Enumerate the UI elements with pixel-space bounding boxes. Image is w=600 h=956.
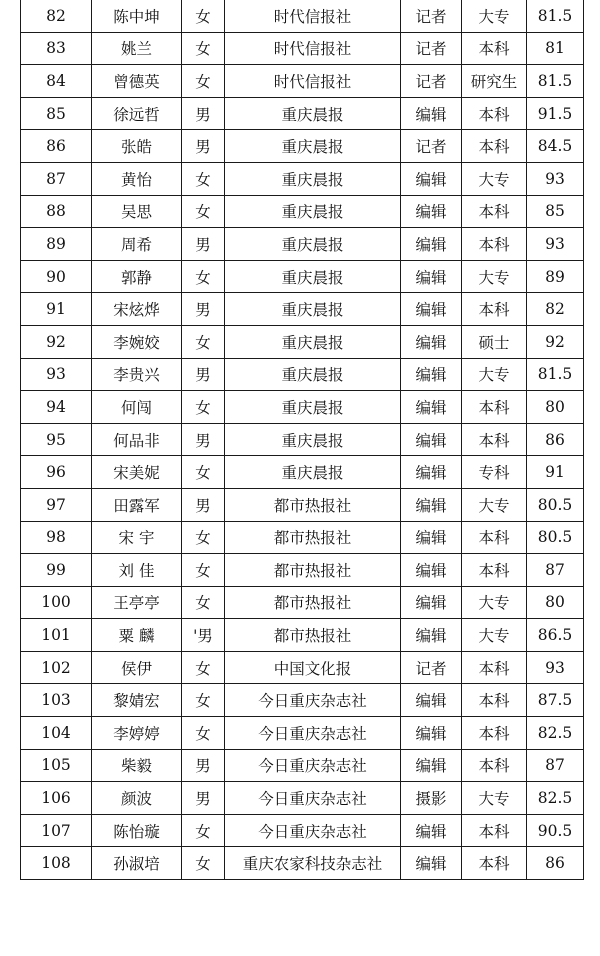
score-cell: 80	[527, 391, 584, 424]
education-cell: 本科	[462, 554, 527, 587]
table-row	[21, 554, 584, 587]
score-cell: 85	[527, 195, 584, 228]
gender-cell: 女	[182, 260, 225, 293]
table-row	[21, 684, 584, 717]
education-cell: 专科	[462, 456, 527, 489]
table-row	[21, 0, 584, 32]
employer-cell: 时代信报社	[225, 65, 401, 98]
employer-cell: 重庆晨报	[225, 358, 401, 391]
education-cell: 本科	[462, 521, 527, 554]
score-cell: 86.5	[527, 619, 584, 652]
position-cell: 编辑	[401, 195, 462, 228]
score-cell: 91.5	[527, 97, 584, 130]
gender-cell: 女	[182, 554, 225, 587]
table-row	[21, 260, 584, 293]
table-row	[21, 195, 584, 228]
serial-number-cell: 88	[21, 195, 92, 228]
name-cell: 郭静	[92, 260, 182, 293]
education-cell: 大专	[462, 782, 527, 815]
position-cell: 编辑	[401, 619, 462, 652]
gender-cell: 男	[182, 749, 225, 782]
gender-cell: 女	[182, 717, 225, 750]
serial-number-cell: 104	[21, 717, 92, 750]
education-cell: 本科	[462, 293, 527, 326]
serial-number-cell: 89	[21, 228, 92, 261]
score-cell: 87	[527, 749, 584, 782]
position-cell: 记者	[401, 651, 462, 684]
education-cell: 大专	[462, 358, 527, 391]
gender-cell: 女	[182, 195, 225, 228]
serial-number-cell: 102	[21, 651, 92, 684]
position-cell: 记者	[401, 130, 462, 163]
name-cell: 王亭亭	[92, 586, 182, 619]
serial-number-cell: 90	[21, 260, 92, 293]
employer-cell: 重庆晨报	[225, 293, 401, 326]
employer-cell: 都市热报社	[225, 619, 401, 652]
serial-number-cell: 92	[21, 325, 92, 358]
gender-cell: 女	[182, 586, 225, 619]
gender-cell: 男	[182, 130, 225, 163]
score-cell: 93	[527, 228, 584, 261]
gender-cell: 女	[182, 0, 225, 32]
position-cell: 编辑	[401, 97, 462, 130]
employer-cell: 时代信报社	[225, 0, 401, 32]
table-row	[21, 358, 584, 391]
serial-number-cell: 82	[21, 0, 92, 32]
serial-number-cell: 85	[21, 97, 92, 130]
score-cell: 89	[527, 260, 584, 293]
gender-cell: 男	[182, 97, 225, 130]
education-cell: 大专	[462, 260, 527, 293]
name-cell: 陈怡璇	[92, 814, 182, 847]
table-row	[21, 521, 584, 554]
education-cell: 大专	[462, 0, 527, 32]
serial-number-cell: 101	[21, 619, 92, 652]
serial-number-cell: 107	[21, 814, 92, 847]
employer-cell: 都市热报社	[225, 554, 401, 587]
name-cell: 周希	[92, 228, 182, 261]
position-cell: 记者	[401, 65, 462, 98]
serial-number-cell: 95	[21, 423, 92, 456]
name-cell: 孙淑培	[92, 847, 182, 880]
score-cell: 87.5	[527, 684, 584, 717]
position-cell: 编辑	[401, 423, 462, 456]
serial-number-cell: 86	[21, 130, 92, 163]
employer-cell: 重庆晨报	[225, 228, 401, 261]
education-cell: 本科	[462, 228, 527, 261]
name-cell: 宋 宇	[92, 521, 182, 554]
gender-cell: 男	[182, 782, 225, 815]
education-cell: 本科	[462, 749, 527, 782]
employer-cell: 今日重庆杂志社	[225, 782, 401, 815]
education-cell: 本科	[462, 847, 527, 880]
score-cell: 86	[527, 847, 584, 880]
serial-number-cell: 94	[21, 391, 92, 424]
score-cell: 93	[527, 162, 584, 195]
score-cell: 82.5	[527, 782, 584, 815]
gender-cell: 女	[182, 162, 225, 195]
table-row	[21, 65, 584, 98]
education-cell: 本科	[462, 130, 527, 163]
name-cell: 姚兰	[92, 32, 182, 65]
position-cell: 摄影	[401, 782, 462, 815]
education-cell: 本科	[462, 684, 527, 717]
table-row	[21, 228, 584, 261]
table-row	[21, 130, 584, 163]
roster-table	[20, 0, 584, 880]
employer-cell: 重庆晨报	[225, 97, 401, 130]
gender-cell: 男	[182, 488, 225, 521]
score-cell: 82.5	[527, 717, 584, 750]
employer-cell: 重庆晨报	[225, 162, 401, 195]
name-cell: 宋炫烨	[92, 293, 182, 326]
gender-cell: '男	[182, 619, 225, 652]
employer-cell: 重庆晨报	[225, 423, 401, 456]
employer-cell: 重庆晨报	[225, 260, 401, 293]
serial-number-cell: 105	[21, 749, 92, 782]
score-cell: 90.5	[527, 814, 584, 847]
name-cell: 侯伊	[92, 651, 182, 684]
table-row	[21, 456, 584, 489]
table-row	[21, 293, 584, 326]
gender-cell: 男	[182, 293, 225, 326]
table-row	[21, 97, 584, 130]
table-row	[21, 847, 584, 880]
employer-cell: 今日重庆杂志社	[225, 814, 401, 847]
name-cell: 黄怡	[92, 162, 182, 195]
name-cell: 何闯	[92, 391, 182, 424]
gender-cell: 女	[182, 32, 225, 65]
name-cell: 黎婧宏	[92, 684, 182, 717]
position-cell: 编辑	[401, 325, 462, 358]
table-row	[21, 717, 584, 750]
serial-number-cell: 91	[21, 293, 92, 326]
name-cell: 陈中坤	[92, 0, 182, 32]
position-cell: 编辑	[401, 456, 462, 489]
name-cell: 何品非	[92, 423, 182, 456]
gender-cell: 男	[182, 358, 225, 391]
name-cell: 李婉姣	[92, 325, 182, 358]
serial-number-cell: 96	[21, 456, 92, 489]
employer-cell: 重庆农家科技杂志社	[225, 847, 401, 880]
education-cell: 本科	[462, 391, 527, 424]
position-cell: 记者	[401, 0, 462, 32]
name-cell: 田露军	[92, 488, 182, 521]
employer-cell: 今日重庆杂志社	[225, 717, 401, 750]
score-cell: 81	[527, 32, 584, 65]
table-row	[21, 749, 584, 782]
table-row	[21, 423, 584, 456]
serial-number-cell: 106	[21, 782, 92, 815]
table-row	[21, 391, 584, 424]
serial-number-cell: 97	[21, 488, 92, 521]
employer-cell: 重庆晨报	[225, 456, 401, 489]
name-cell: 刘 佳	[92, 554, 182, 587]
score-cell: 81.5	[527, 0, 584, 32]
gender-cell: 女	[182, 651, 225, 684]
employer-cell: 都市热报社	[225, 488, 401, 521]
name-cell: 李婷婷	[92, 717, 182, 750]
gender-cell: 女	[182, 847, 225, 880]
table-row	[21, 32, 584, 65]
position-cell: 编辑	[401, 358, 462, 391]
position-cell: 编辑	[401, 554, 462, 587]
table-row	[21, 782, 584, 815]
position-cell: 编辑	[401, 749, 462, 782]
position-cell: 编辑	[401, 684, 462, 717]
position-cell: 编辑	[401, 814, 462, 847]
employer-cell: 重庆晨报	[225, 325, 401, 358]
name-cell: 颜波	[92, 782, 182, 815]
gender-cell: 女	[182, 684, 225, 717]
education-cell: 本科	[462, 97, 527, 130]
name-cell: 宋美妮	[92, 456, 182, 489]
education-cell: 本科	[462, 32, 527, 65]
education-cell: 本科	[462, 651, 527, 684]
gender-cell: 女	[182, 325, 225, 358]
employer-cell: 中国文化报	[225, 651, 401, 684]
name-cell: 粟 麟	[92, 619, 182, 652]
position-cell: 编辑	[401, 847, 462, 880]
table-row	[21, 619, 584, 652]
education-cell: 大专	[462, 586, 527, 619]
employer-cell: 重庆晨报	[225, 195, 401, 228]
table-row	[21, 325, 584, 358]
education-cell: 本科	[462, 195, 527, 228]
score-cell: 82	[527, 293, 584, 326]
position-cell: 编辑	[401, 162, 462, 195]
position-cell: 编辑	[401, 293, 462, 326]
serial-number-cell: 93	[21, 358, 92, 391]
education-cell: 研究生	[462, 65, 527, 98]
name-cell: 吴思	[92, 195, 182, 228]
score-cell: 81.5	[527, 65, 584, 98]
score-cell: 80	[527, 586, 584, 619]
serial-number-cell: 84	[21, 65, 92, 98]
gender-cell: 女	[182, 521, 225, 554]
table-row	[21, 488, 584, 521]
employer-cell: 今日重庆杂志社	[225, 749, 401, 782]
gender-cell: 女	[182, 65, 225, 98]
employer-cell: 今日重庆杂志社	[225, 684, 401, 717]
employer-cell: 都市热报社	[225, 521, 401, 554]
position-cell: 编辑	[401, 521, 462, 554]
position-cell: 编辑	[401, 391, 462, 424]
position-cell: 编辑	[401, 260, 462, 293]
score-cell: 86	[527, 423, 584, 456]
position-cell: 编辑	[401, 717, 462, 750]
gender-cell: 女	[182, 456, 225, 489]
roster-body	[21, 0, 584, 880]
education-cell: 大专	[462, 162, 527, 195]
position-cell: 记者	[401, 32, 462, 65]
serial-number-cell: 98	[21, 521, 92, 554]
gender-cell: 男	[182, 228, 225, 261]
name-cell: 曾德英	[92, 65, 182, 98]
score-cell: 92	[527, 325, 584, 358]
serial-number-cell: 103	[21, 684, 92, 717]
employer-cell: 重庆晨报	[225, 130, 401, 163]
gender-cell: 女	[182, 814, 225, 847]
education-cell: 大专	[462, 619, 527, 652]
employer-cell: 时代信报社	[225, 32, 401, 65]
table-row	[21, 651, 584, 684]
name-cell: 徐远哲	[92, 97, 182, 130]
position-cell: 编辑	[401, 586, 462, 619]
score-cell: 81.5	[527, 358, 584, 391]
education-cell: 本科	[462, 814, 527, 847]
score-cell: 84.5	[527, 130, 584, 163]
education-cell: 本科	[462, 717, 527, 750]
serial-number-cell: 100	[21, 586, 92, 619]
gender-cell: 女	[182, 391, 225, 424]
serial-number-cell: 83	[21, 32, 92, 65]
table-row	[21, 814, 584, 847]
serial-number-cell: 87	[21, 162, 92, 195]
position-cell: 编辑	[401, 488, 462, 521]
serial-number-cell: 108	[21, 847, 92, 880]
score-cell: 80.5	[527, 521, 584, 554]
employer-cell: 重庆晨报	[225, 391, 401, 424]
table-row	[21, 162, 584, 195]
score-cell: 80.5	[527, 488, 584, 521]
employer-cell: 都市热报社	[225, 586, 401, 619]
education-cell: 大专	[462, 488, 527, 521]
score-cell: 91	[527, 456, 584, 489]
score-cell: 87	[527, 554, 584, 587]
position-cell: 编辑	[401, 228, 462, 261]
name-cell: 柴毅	[92, 749, 182, 782]
education-cell: 本科	[462, 423, 527, 456]
score-cell: 93	[527, 651, 584, 684]
table-row	[21, 586, 584, 619]
name-cell: 张皓	[92, 130, 182, 163]
name-cell: 李贵兴	[92, 358, 182, 391]
serial-number-cell: 99	[21, 554, 92, 587]
gender-cell: 男	[182, 423, 225, 456]
education-cell: 硕士	[462, 325, 527, 358]
